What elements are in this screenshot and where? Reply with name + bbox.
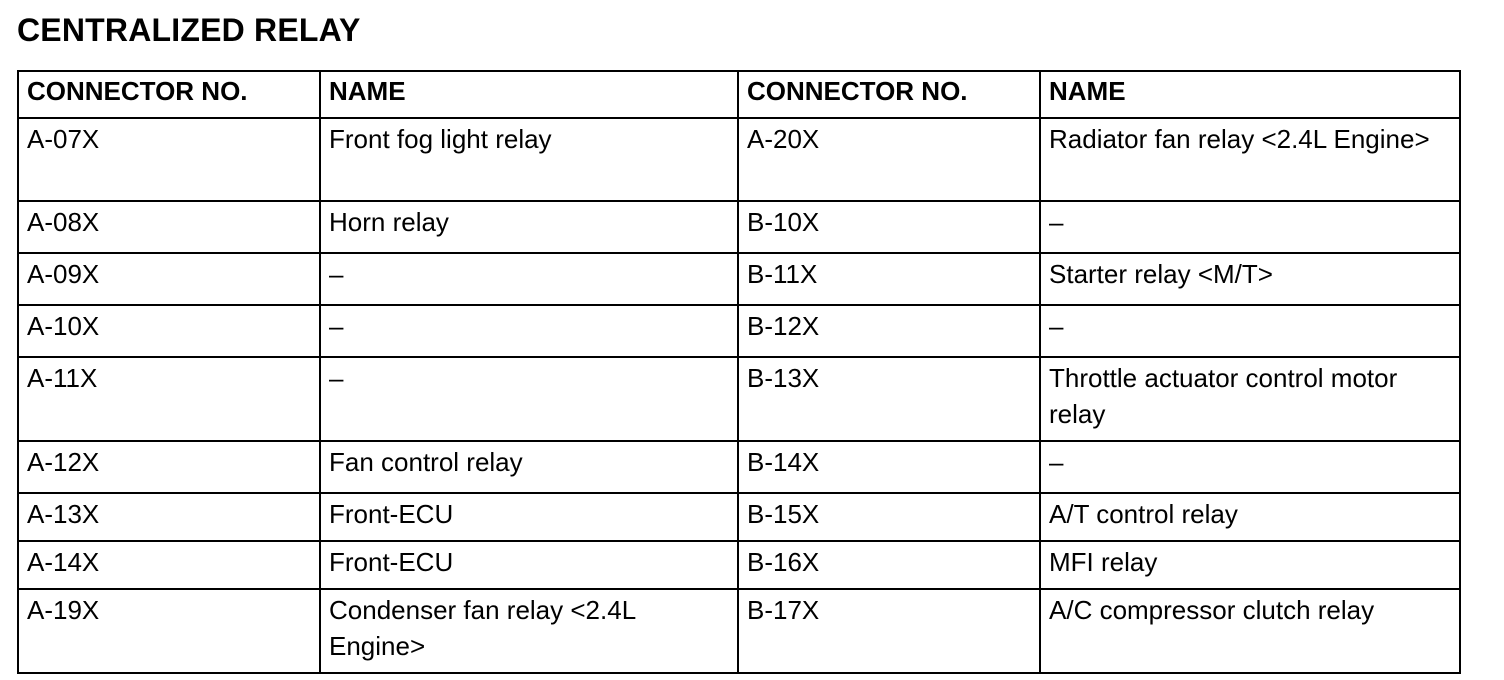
connector-cell: B-13X bbox=[738, 357, 1040, 441]
table-row bbox=[18, 253, 1460, 305]
name-cell: Front-ECU bbox=[320, 541, 738, 589]
connector-cell: B-12X bbox=[738, 305, 1040, 357]
header-name-left: NAME bbox=[320, 71, 738, 118]
name-cell: A/C compressor clutch relay bbox=[1040, 589, 1460, 673]
connector-cell: B-10X bbox=[738, 201, 1040, 253]
header-connector-no-left: CONNECTOR NO. bbox=[18, 71, 320, 118]
connector-cell: A-19X bbox=[18, 589, 320, 673]
table-header-row bbox=[18, 71, 1460, 118]
connector-cell: A-08X bbox=[18, 201, 320, 253]
name-cell: – bbox=[1040, 201, 1460, 253]
name-cell: – bbox=[1040, 441, 1460, 493]
connector-cell: A-20X bbox=[738, 118, 1040, 201]
header-connector-no-right: CONNECTOR NO. bbox=[738, 71, 1040, 118]
page-title: CENTRALIZED RELAY bbox=[17, 12, 361, 48]
connector-cell: B-14X bbox=[738, 441, 1040, 493]
connector-cell: A-14X bbox=[18, 541, 320, 589]
connector-cell: A-11X bbox=[18, 357, 320, 441]
name-cell: Fan control relay bbox=[320, 441, 738, 493]
table-row bbox=[18, 305, 1460, 357]
name-cell: Throttle actuator control motor relay bbox=[1040, 357, 1460, 441]
connector-cell: A-07X bbox=[18, 118, 320, 201]
connector-cell: A-13X bbox=[18, 493, 320, 541]
table-row bbox=[18, 589, 1460, 673]
connector-cell: B-15X bbox=[738, 493, 1040, 541]
connector-cell: B-11X bbox=[738, 253, 1040, 305]
connector-cell: A-09X bbox=[18, 253, 320, 305]
connector-cell: A-12X bbox=[18, 441, 320, 493]
name-cell: Horn relay bbox=[320, 201, 738, 253]
connector-cell: A-10X bbox=[18, 305, 320, 357]
name-cell: – bbox=[320, 357, 738, 441]
table-row bbox=[18, 201, 1460, 253]
table-row bbox=[18, 541, 1460, 589]
table-row bbox=[18, 118, 1460, 201]
connector-cell: B-17X bbox=[738, 589, 1040, 673]
name-cell: MFI relay bbox=[1040, 541, 1460, 589]
table-row bbox=[18, 441, 1460, 493]
header-name-right: NAME bbox=[1040, 71, 1460, 118]
name-cell: – bbox=[320, 305, 738, 357]
name-cell: – bbox=[1040, 305, 1460, 357]
name-cell: Front fog light relay bbox=[320, 118, 738, 201]
relay-table bbox=[17, 70, 1461, 674]
table-row bbox=[18, 493, 1460, 541]
name-cell: A/T control relay bbox=[1040, 493, 1460, 541]
name-cell: Starter relay <M/T> bbox=[1040, 253, 1460, 305]
table-row bbox=[18, 357, 1460, 441]
name-cell: Condenser fan relay <2.4L Engine> bbox=[320, 589, 738, 673]
name-cell: Front-ECU bbox=[320, 493, 738, 541]
name-cell: – bbox=[320, 253, 738, 305]
name-cell: Radiator fan relay <2.4L Engine> bbox=[1040, 118, 1460, 201]
connector-cell: B-16X bbox=[738, 541, 1040, 589]
